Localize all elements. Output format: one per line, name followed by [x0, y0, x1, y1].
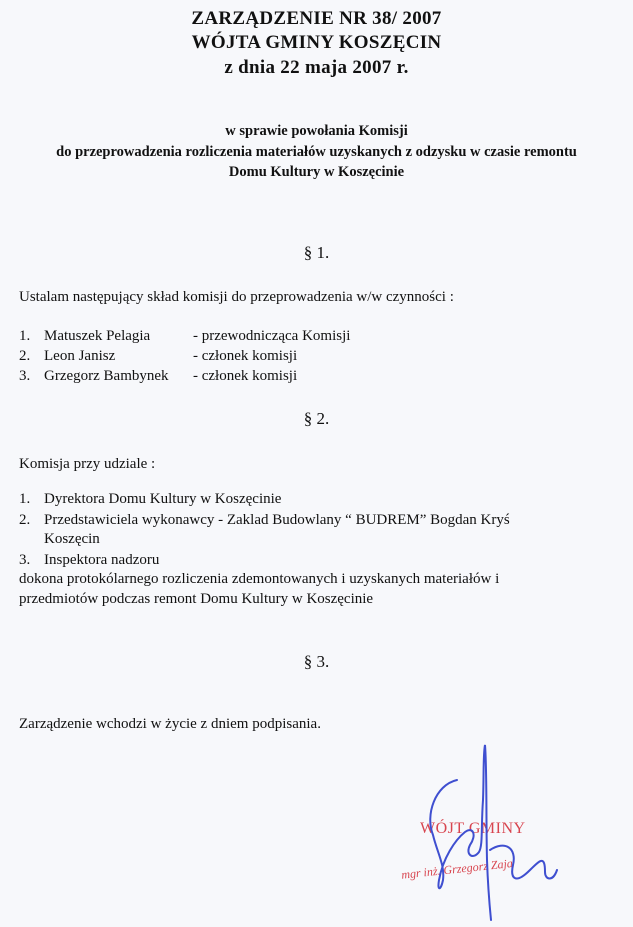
section-3-heading: § 3. [303, 652, 330, 671]
participant-3-text: Inspektora nadzoru [44, 552, 160, 568]
participant-2-number: 2. [19, 512, 31, 528]
member-3-number: 3. [19, 368, 31, 384]
stamp-name: mgr inż. Grzegorz Zaja [400, 856, 514, 882]
member-1-number: 1. [19, 328, 31, 344]
member-2-number: 2. [19, 348, 31, 364]
section-2-outro-line-2: przedmiotów podczas remont Domu Kultury w Koszęcinie [19, 591, 374, 607]
subject-line-3: Domu Kultury w Koszęcinie [228, 164, 405, 180]
participant-2-continuation: Koszęcin [44, 531, 100, 547]
participant-1-text: Dyrektora Domu Kultury w Koszęcinie [44, 491, 282, 507]
participant-3-number: 3. [19, 552, 31, 568]
member-1-role: - przewodnicząca Komisji [193, 328, 351, 344]
member-1-name: Matuszek Pelagia [44, 328, 151, 344]
section-2-outro-line-1: dokona protokólarnego rozliczenia zdemontowanych i uzyskanych materiałów i [19, 571, 500, 587]
issuer-title: WÓJTA GMINY KOSZĘCIN [191, 32, 442, 53]
member-2-role: - członek komisji [193, 348, 298, 364]
section-3-text: Zarządzenie wchodzi w życie z dniem podpisania. [19, 716, 321, 732]
section-1-intro: Ustalam następujący skład komisji do przeprowadzenia w/w czynności : [19, 289, 454, 305]
section-1-heading: § 1. [303, 243, 330, 262]
member-2-name: Leon Janisz [44, 348, 116, 364]
signature-stamp-graphic [395, 740, 595, 925]
document-date: z dnia 22 maja 2007 r. [224, 57, 409, 78]
member-3-role: - członek komisji [193, 368, 298, 384]
participant-1-number: 1. [19, 491, 31, 507]
section-2-intro: Komisja przy udziale : [19, 456, 156, 472]
subject-line-1: w sprawie powołania Komisji [225, 123, 408, 139]
member-3-name: Grzegorz Bambynek [44, 368, 169, 384]
participant-2-text: Przedstawiciela wykonawcy - Zaklad Budowlany “ BUDREM” Bogdan Kryś [44, 512, 510, 528]
subject-line-2: do przeprowadzenia rozliczenia materiałów uzyskanych z odzysku w czasie remontu [56, 144, 577, 160]
section-2-heading: § 2. [303, 409, 330, 428]
document-title: ZARZĄDZENIE NR 38/ 2007 [191, 8, 442, 29]
stamp-title: WÓJT GMINY [420, 820, 526, 837]
